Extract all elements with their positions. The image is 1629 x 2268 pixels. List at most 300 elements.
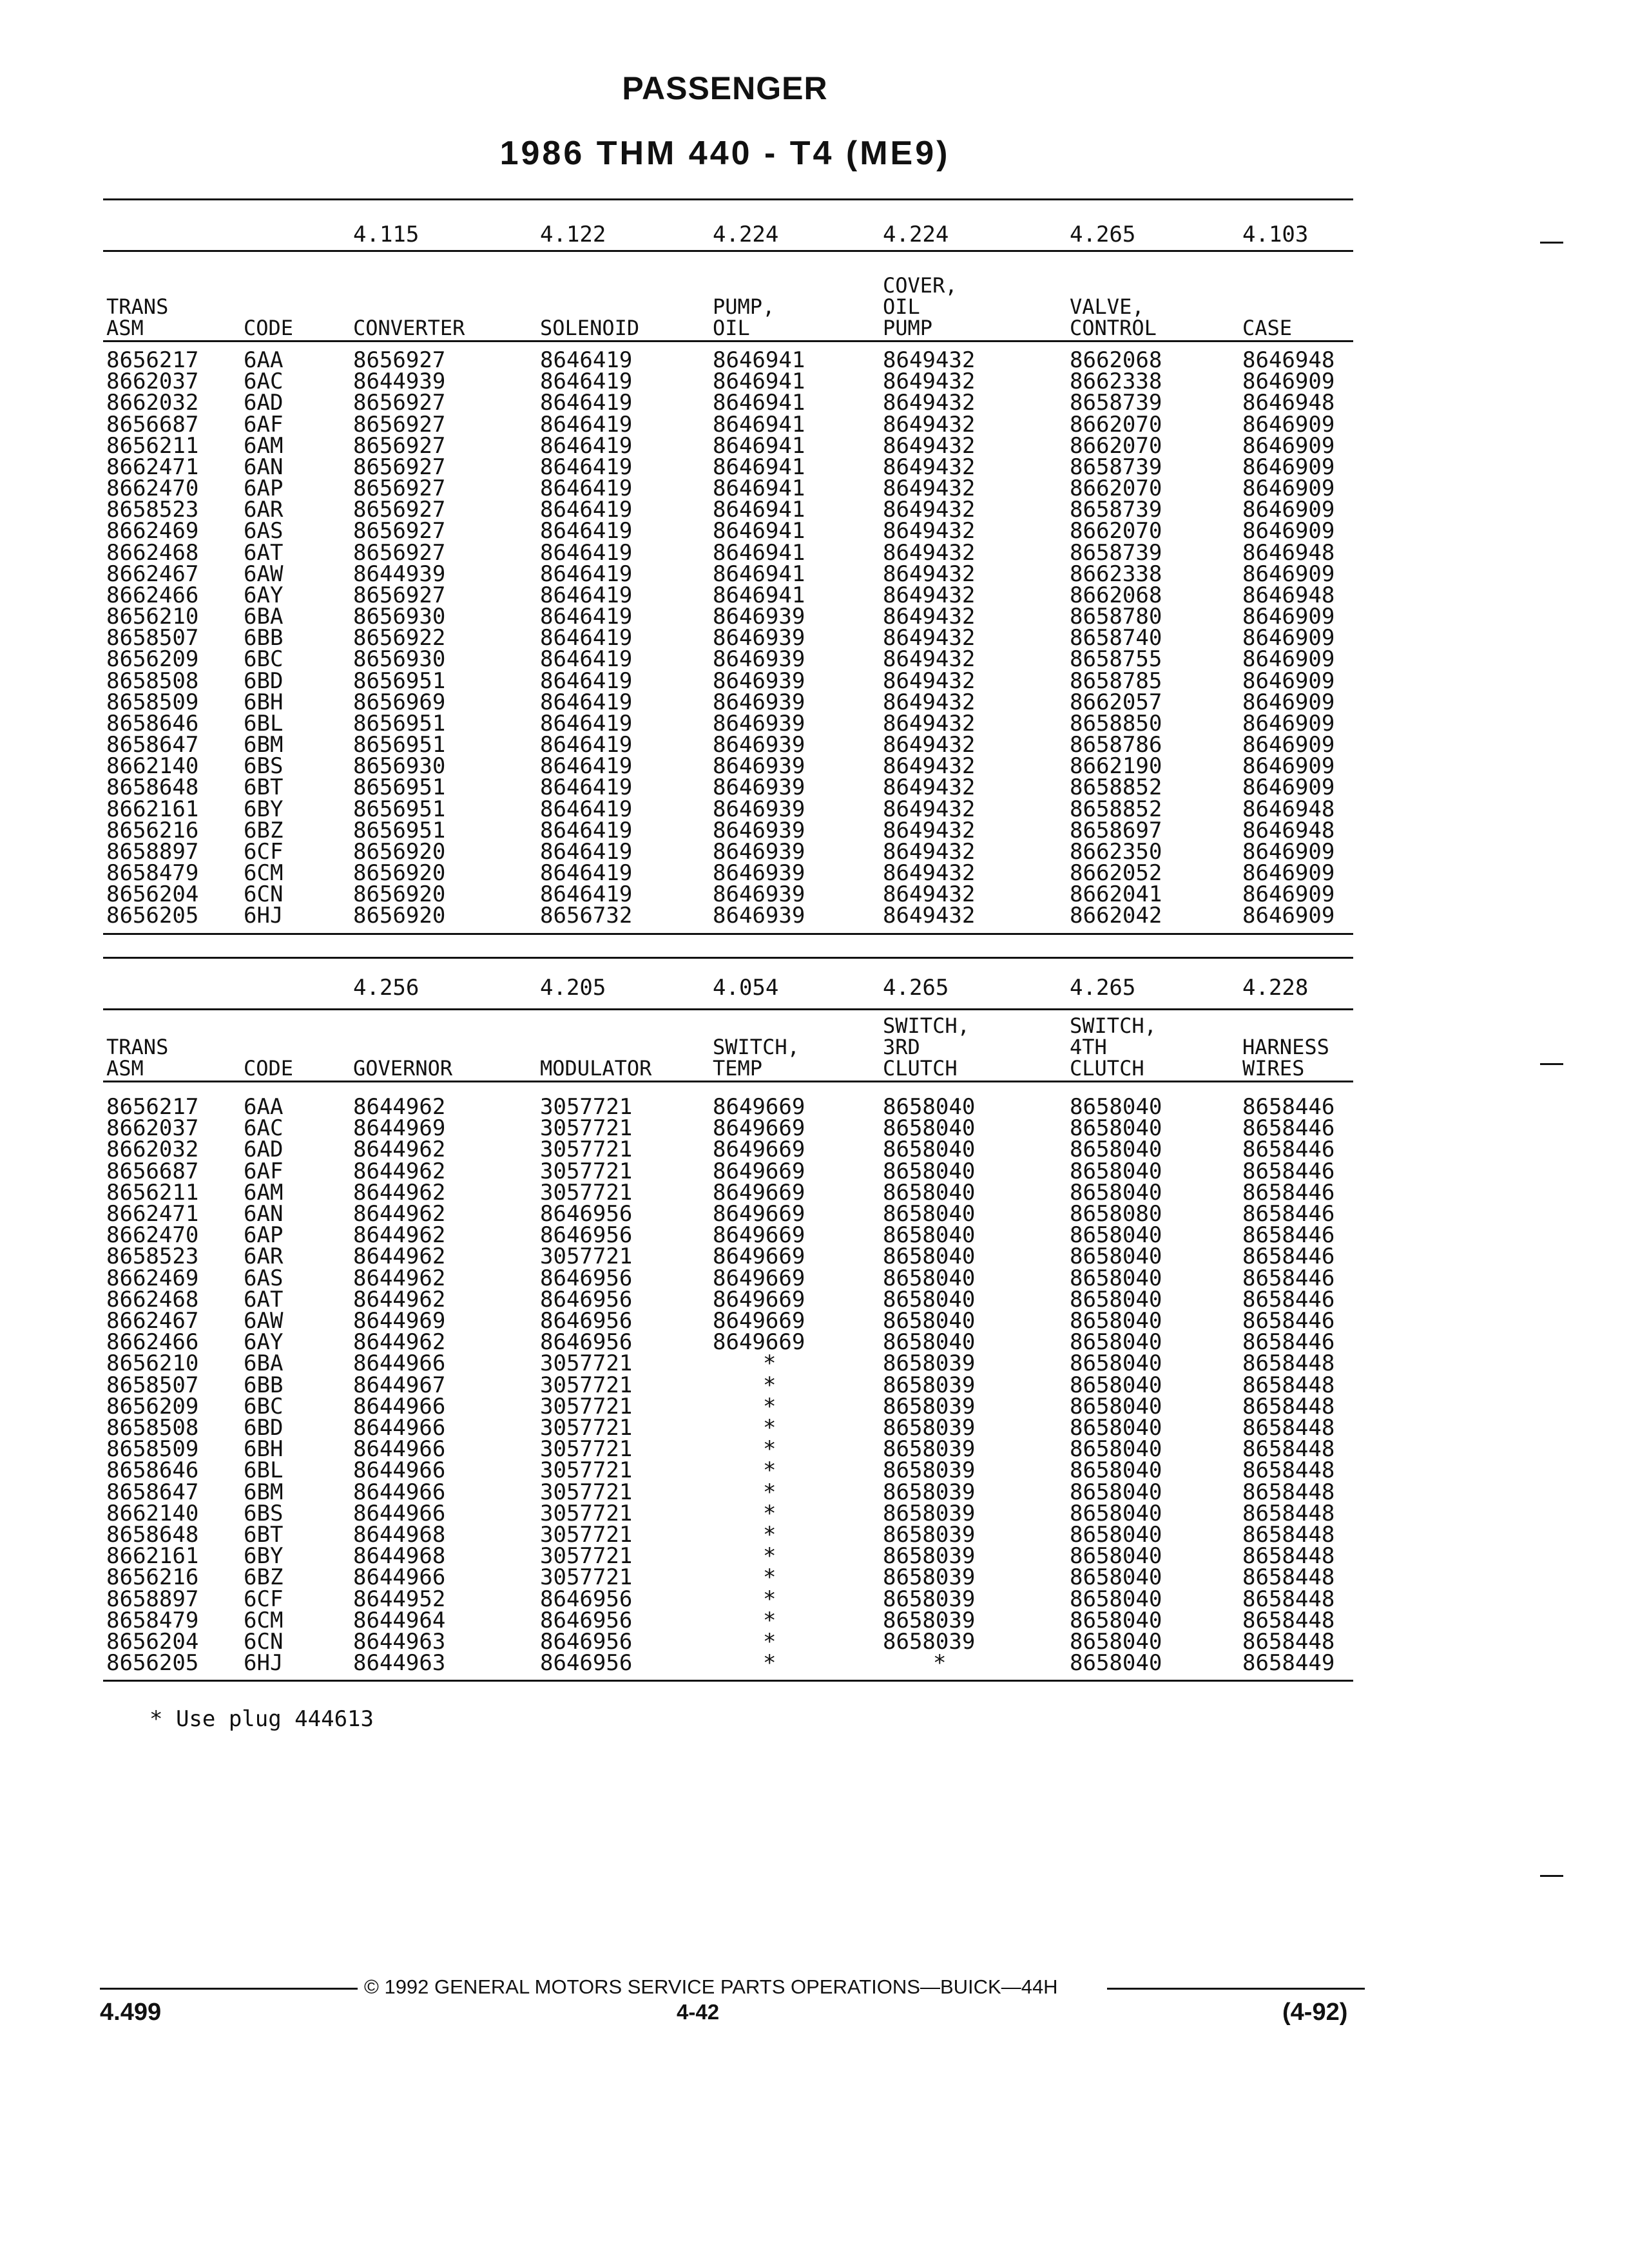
table-cell: 8646419: [540, 732, 633, 758]
table-cell: 3057721: [540, 1244, 633, 1270]
table-cell: 8658040: [883, 1179, 976, 1206]
table-cell: 8644952: [353, 1586, 446, 1612]
table-cell: 8658039: [883, 1415, 976, 1441]
table-cell: 8658448: [1242, 1629, 1335, 1655]
section-ref: 4.224: [883, 222, 949, 247]
table-cell: 8646956: [540, 1629, 633, 1655]
table-cell: 8662042: [1070, 903, 1162, 929]
table-cell: 8646909: [1242, 411, 1335, 437]
table-cell: 8658446: [1242, 1094, 1335, 1120]
column-header: CASE: [1242, 316, 1293, 340]
table-cell: 6BC: [244, 1393, 284, 1419]
table-cell: 8646419: [540, 390, 633, 416]
table-cell: 8658507: [106, 625, 199, 651]
table-cell: 8646419: [540, 625, 633, 651]
table-cell: 8644963: [353, 1650, 446, 1677]
table-cell: 8646939: [713, 625, 805, 651]
table-cell: 8644962: [353, 1158, 446, 1184]
table-cell: 8658449: [1242, 1650, 1335, 1677]
table-cell: 6AD: [244, 1137, 284, 1163]
table-cell: 8644963: [353, 1629, 446, 1655]
table-cell: 8662471: [106, 1201, 199, 1227]
table-cell: 8658040: [1070, 1179, 1162, 1206]
table-cell: 3057721: [540, 1158, 633, 1184]
table-cell: 3057721: [540, 1479, 633, 1505]
table-cell: 8658040: [1070, 1265, 1162, 1291]
table-cell: 6BZ: [244, 817, 284, 843]
table-cell: 8649432: [883, 817, 976, 843]
table-cell: 8646909: [1242, 497, 1335, 523]
table-cell: 8662052: [1070, 860, 1162, 887]
table-cell: 8658040: [883, 1158, 976, 1184]
table-cell: 8644939: [353, 561, 446, 587]
table-cell: 8662470: [106, 1222, 199, 1249]
column-header: CODE: [244, 316, 294, 340]
table-rule: [103, 340, 1353, 342]
table-cell: 8646419: [540, 860, 633, 887]
table-cell: 8656210: [106, 604, 199, 630]
table-rule: [103, 1081, 1353, 1082]
table-cell: 6AF: [244, 411, 284, 437]
table-cell: 8646948: [1242, 347, 1335, 373]
table-cell: 8646939: [713, 860, 805, 887]
table-cell: 8658507: [106, 1372, 199, 1398]
table-cell: 8658448: [1242, 1500, 1335, 1526]
table-cell: 8646939: [713, 753, 805, 780]
table-cell: 8658448: [1242, 1522, 1335, 1548]
table-cell: 8646419: [540, 582, 633, 608]
table-cell: 8656216: [106, 1564, 199, 1591]
table-cell: 6BL: [244, 710, 284, 736]
table-cell: 8646956: [540, 1222, 633, 1249]
table-cell: 3057721: [540, 1522, 633, 1548]
table-cell: 8644962: [353, 1094, 446, 1120]
table-cell: 8658040: [1070, 1607, 1162, 1633]
table-cell: *: [763, 1436, 776, 1463]
table-cell: 8649432: [883, 838, 976, 865]
table-cell: 8656922: [353, 625, 446, 651]
table-cell: 8646939: [713, 838, 805, 865]
table-cell: 8658040: [1070, 1436, 1162, 1463]
table-cell: 8658850: [1070, 710, 1162, 736]
section-ref: 4.265: [1070, 222, 1136, 247]
table-cell: 8658448: [1242, 1564, 1335, 1591]
table-cell: 8662190: [1070, 753, 1162, 780]
table-cell: 8658040: [1070, 1286, 1162, 1312]
table-cell: 8649432: [883, 411, 976, 437]
table-cell: 8656951: [353, 732, 446, 758]
table-cell: 8644962: [353, 1244, 446, 1270]
column-header: HARNESS WIRES: [1242, 1035, 1329, 1081]
table-cell: 6AR: [244, 497, 284, 523]
table-cell: 8649669: [713, 1179, 805, 1206]
table-cell: 8658448: [1242, 1607, 1335, 1633]
table-cell: 6HJ: [244, 903, 284, 929]
table-cell: 6AT: [244, 1286, 284, 1312]
section-ref: 4.103: [1242, 222, 1309, 247]
section-ref: 4.122: [540, 222, 606, 247]
parts-table-2: [103, 950, 1353, 1678]
margin-mark: [1540, 242, 1563, 244]
table-cell: 6BL: [244, 1457, 284, 1484]
table-cell: 8646939: [713, 732, 805, 758]
table-cell: 8649432: [883, 796, 976, 822]
table-cell: *: [763, 1629, 776, 1655]
table-cell: 8649432: [883, 881, 976, 908]
table-cell: 8658648: [106, 774, 199, 801]
table-cell: 8656687: [106, 1158, 199, 1184]
table-cell: 8646909: [1242, 732, 1335, 758]
table-cell: 8646939: [713, 903, 805, 929]
table-cell: 6AA: [244, 347, 284, 373]
table-cell: 8646419: [540, 518, 633, 544]
column-header: COVER, OIL PUMP: [883, 273, 958, 340]
table-cell: 8658040: [1070, 1158, 1162, 1184]
column-header: TRANS ASM: [106, 1035, 169, 1081]
table-cell: 6BA: [244, 1350, 284, 1377]
table-cell: 6AM: [244, 432, 284, 459]
table-cell: 8658739: [1070, 539, 1162, 566]
table-cell: 8658040: [883, 1244, 976, 1270]
table-cell: 8658040: [1070, 1308, 1162, 1334]
section-ref: 4.228: [1242, 975, 1309, 1001]
table-cell: 8656204: [106, 881, 199, 908]
table-cell: 8658040: [883, 1137, 976, 1163]
table-cell: 8649432: [883, 710, 976, 736]
table-cell: 8658446: [1242, 1115, 1335, 1142]
table-cell: 6AM: [244, 1179, 284, 1206]
table-cell: 8644964: [353, 1607, 446, 1633]
table-rule: [103, 933, 1353, 935]
table-cell: 8646419: [540, 561, 633, 587]
table-cell: 8646939: [713, 646, 805, 673]
table-cell: *: [763, 1650, 776, 1677]
column-header: GOVERNOR: [353, 1056, 453, 1081]
table-cell: 8662161: [106, 1543, 199, 1570]
table-cell: 8646419: [540, 710, 633, 736]
column-header: CONVERTER: [353, 316, 465, 340]
table-cell: 8646956: [540, 1308, 633, 1334]
table-cell: 8656969: [353, 689, 446, 715]
table-cell: 8658739: [1070, 390, 1162, 416]
table-cell: 8646909: [1242, 774, 1335, 801]
table-cell: 8658852: [1070, 796, 1162, 822]
table-cell: 8646419: [540, 432, 633, 459]
table-cell: 8646941: [713, 411, 805, 437]
table-cell: 8658647: [106, 732, 199, 758]
table-cell: 8646956: [540, 1201, 633, 1227]
table-cell: 6AD: [244, 390, 284, 416]
table-cell: 8658039: [883, 1372, 976, 1398]
table-cell: 8646909: [1242, 903, 1335, 929]
table-cell: 6AT: [244, 539, 284, 566]
table-cell: 8644968: [353, 1543, 446, 1570]
table-cell: 3057721: [540, 1500, 633, 1526]
table-cell: 8646956: [540, 1607, 633, 1633]
table-cell: 8646909: [1242, 432, 1335, 459]
table-cell: 8658508: [106, 1415, 199, 1441]
table-cell: 8656951: [353, 668, 446, 694]
table-cell: 6AR: [244, 1244, 284, 1270]
table-cell: 8658448: [1242, 1350, 1335, 1377]
table-cell: 6BY: [244, 1543, 284, 1570]
section-ref: 4.224: [713, 222, 779, 247]
table-cell: 8646419: [540, 668, 633, 694]
table-cell: 8649432: [883, 646, 976, 673]
table-cell: 8662057: [1070, 689, 1162, 715]
table-cell: 8658040: [1070, 1564, 1162, 1591]
section-ref: 4.205: [540, 975, 606, 1001]
table-cell: 8649432: [883, 432, 976, 459]
table-cell: 6BD: [244, 668, 284, 694]
table-cell: 6CN: [244, 881, 284, 908]
table-cell: 8646909: [1242, 753, 1335, 780]
table-cell: 8644962: [353, 1286, 446, 1312]
table-cell: 8649432: [883, 732, 976, 758]
table-cell: 8649669: [713, 1286, 805, 1312]
table-cell: *: [763, 1350, 776, 1377]
table-cell: 8644966: [353, 1500, 446, 1526]
table-cell: 8662466: [106, 1329, 199, 1356]
table-cell: 8662467: [106, 1308, 199, 1334]
table-cell: 6AS: [244, 518, 284, 544]
table-cell: 8644962: [353, 1137, 446, 1163]
table-cell: 8649432: [883, 497, 976, 523]
table-cell: 8656217: [106, 347, 199, 373]
column-header: SWITCH, TEMP: [713, 1035, 800, 1081]
table-cell: 8658786: [1070, 732, 1162, 758]
table-cell: 8646909: [1242, 689, 1335, 715]
table-cell: 8649669: [713, 1329, 805, 1356]
table-cell: 8656209: [106, 1393, 199, 1419]
table-cell: 8649432: [883, 753, 976, 780]
table-cell: 8658040: [1070, 1415, 1162, 1441]
column-header: SWITCH, 3RD CLUTCH: [883, 1014, 970, 1081]
table-cell: 6CF: [244, 1586, 284, 1612]
table-cell: 3057721: [540, 1543, 633, 1570]
table-cell: *: [763, 1393, 776, 1419]
table-cell: 8656920: [353, 838, 446, 865]
table-cell: 8656927: [353, 432, 446, 459]
page-subtitle: 1986 THM 440 - T4 (ME9): [499, 135, 950, 172]
table-cell: 8658446: [1242, 1158, 1335, 1184]
table-cell: *: [763, 1586, 776, 1612]
table-cell: 8646419: [540, 369, 633, 395]
table-cell: 3057721: [540, 1094, 633, 1120]
table-cell: 8646909: [1242, 625, 1335, 651]
table-cell: 8656204: [106, 1629, 199, 1655]
table-cell: 8658040: [1070, 1244, 1162, 1270]
table-cell: 8656205: [106, 903, 199, 929]
table-cell: 8658040: [883, 1329, 976, 1356]
table-cell: 8662041: [1070, 881, 1162, 908]
table-cell: 8644962: [353, 1329, 446, 1356]
table-cell: 3057721: [540, 1372, 633, 1398]
table-cell: 8658039: [883, 1586, 976, 1612]
table-cell: 8649432: [883, 369, 976, 395]
table-cell: 8656217: [106, 1094, 199, 1120]
table-cell: 6AY: [244, 1329, 284, 1356]
table-cell: 8656927: [353, 454, 446, 480]
table-cell: 8662032: [106, 390, 199, 416]
table-cell: 8656920: [353, 903, 446, 929]
table-cell: 8646419: [540, 881, 633, 908]
table-cell: 8658039: [883, 1500, 976, 1526]
table-cell: 8658040: [1070, 1372, 1162, 1398]
table-cell: 8646419: [540, 454, 633, 480]
parts-table-1: [103, 198, 1353, 952]
table-cell: 6CM: [244, 1607, 284, 1633]
table-cell: 8649669: [713, 1137, 805, 1163]
table-cell: 6HJ: [244, 1650, 284, 1677]
table-cell: 8649432: [883, 518, 976, 544]
table-cell: 8658523: [106, 1244, 199, 1270]
table-cell: 6BS: [244, 1500, 284, 1526]
table-cell: 6BA: [244, 604, 284, 630]
table-cell: 8644966: [353, 1350, 446, 1377]
table-cell: *: [763, 1500, 776, 1526]
table-cell: 8656930: [353, 753, 446, 780]
table-cell: 8646939: [713, 689, 805, 715]
table-cell: 8658040: [1070, 1500, 1162, 1526]
table-cell: *: [933, 1650, 947, 1677]
table-cell: 6BH: [244, 1436, 284, 1463]
column-header: VALVE, CONTROL: [1070, 294, 1157, 340]
table-cell: 8656687: [106, 411, 199, 437]
table-cell: 8662467: [106, 561, 199, 587]
table-cell: 8658780: [1070, 604, 1162, 630]
table-cell: 8649432: [883, 390, 976, 416]
table-cell: 8646939: [713, 668, 805, 694]
table-cell: 8649669: [713, 1244, 805, 1270]
table-cell: 8658509: [106, 1436, 199, 1463]
table-cell: 8644962: [353, 1201, 446, 1227]
table-cell: 6AC: [244, 369, 284, 395]
table-cell: 8644966: [353, 1436, 446, 1463]
table-cell: 8649432: [883, 774, 976, 801]
table-cell: 8656210: [106, 1350, 199, 1377]
table-cell: 8646909: [1242, 860, 1335, 887]
table-cell: 8656951: [353, 796, 446, 822]
table-cell: 6BM: [244, 732, 284, 758]
table-cell: 8656951: [353, 774, 446, 801]
table-cell: 8646909: [1242, 369, 1335, 395]
table-cell: 8658739: [1070, 454, 1162, 480]
table-cell: 8662470: [106, 476, 199, 502]
table-cell: 8644939: [353, 369, 446, 395]
table-cell: 8658646: [106, 710, 199, 736]
table-cell: 8646939: [713, 774, 805, 801]
table-cell: 8656211: [106, 432, 199, 459]
table-cell: 8658697: [1070, 817, 1162, 843]
table-cell: 6AS: [244, 1265, 284, 1291]
table-cell: 8646941: [713, 347, 805, 373]
table-cell: 8646909: [1242, 604, 1335, 630]
footer-copyright: © 1992 GENERAL MOTORS SERVICE PARTS OPERATIONS—BUICK—44H: [364, 1975, 1058, 1998]
table-cell: 6AW: [244, 1308, 284, 1334]
table-cell: 8646941: [713, 497, 805, 523]
table-cell: 8649432: [883, 582, 976, 608]
table-cell: 8646941: [713, 369, 805, 395]
table-cell: 8658508: [106, 668, 199, 694]
table-cell: 3057721: [540, 1115, 633, 1142]
table-cell: *: [763, 1564, 776, 1591]
table-cell: 6BM: [244, 1479, 284, 1505]
table-cell: *: [763, 1607, 776, 1633]
table-cell: 8646956: [540, 1650, 633, 1677]
table-cell: 6CN: [244, 1629, 284, 1655]
table-cell: 8649669: [713, 1265, 805, 1291]
table-cell: 8656732: [540, 903, 633, 929]
table-cell: 8658040: [1070, 1650, 1162, 1677]
table-cell: 8658448: [1242, 1457, 1335, 1484]
table-cell: 8656927: [353, 518, 446, 544]
table-cell: 8658479: [106, 860, 199, 887]
table-cell: 8656930: [353, 604, 446, 630]
table-cell: 8658040: [1070, 1629, 1162, 1655]
table-rule: [103, 1680, 1353, 1682]
table-cell: 8649669: [713, 1222, 805, 1249]
table-cell: 8662161: [106, 796, 199, 822]
table-cell: 8658446: [1242, 1137, 1335, 1163]
table-cell: 6BY: [244, 796, 284, 822]
table-cell: 8658509: [106, 689, 199, 715]
table-cell: 8658040: [883, 1115, 976, 1142]
margin-mark: [1540, 1063, 1563, 1065]
table-cell: 8656205: [106, 1650, 199, 1677]
table-cell: 8658039: [883, 1543, 976, 1570]
table-cell: 8658039: [883, 1564, 976, 1591]
table-cell: 8646948: [1242, 817, 1335, 843]
table-cell: 8649432: [883, 860, 976, 887]
table-cell: 8658448: [1242, 1372, 1335, 1398]
table-cell: 8646909: [1242, 646, 1335, 673]
table-cell: 8646939: [713, 710, 805, 736]
table-cell: 8658040: [883, 1265, 976, 1291]
table-cell: 6AF: [244, 1158, 284, 1184]
table-cell: 8658448: [1242, 1393, 1335, 1419]
table-cell: 8649432: [883, 347, 976, 373]
table-cell: 8649432: [883, 539, 976, 566]
table-cell: 8649432: [883, 476, 976, 502]
table-cell: 8646939: [713, 881, 805, 908]
table-cell: 8649432: [883, 903, 976, 929]
table-cell: 8662468: [106, 1286, 199, 1312]
table-cell: 3057721: [540, 1564, 633, 1591]
table-cell: 8656927: [353, 347, 446, 373]
table-cell: 6BB: [244, 625, 284, 651]
table-cell: 8658040: [1070, 1329, 1162, 1356]
table-cell: 8656927: [353, 497, 446, 523]
table-cell: 8658039: [883, 1350, 976, 1377]
table-cell: 8646956: [540, 1286, 633, 1312]
column-header: CODE: [244, 1056, 294, 1081]
table-cell: 8646948: [1242, 539, 1335, 566]
section-ref: 4.115: [353, 222, 419, 247]
table-cell: 8649669: [713, 1201, 805, 1227]
table-cell: 8658852: [1070, 774, 1162, 801]
table-cell: 8644969: [353, 1115, 446, 1142]
table-cell: 8644966: [353, 1479, 446, 1505]
table-cell: 8662466: [106, 582, 199, 608]
table-cell: 3057721: [540, 1350, 633, 1377]
table-cell: 8646948: [1242, 390, 1335, 416]
table-cell: 8646948: [1242, 582, 1335, 608]
table-cell: 3057721: [540, 1393, 633, 1419]
table-cell: 8646419: [540, 604, 633, 630]
table-cell: 3057721: [540, 1436, 633, 1463]
margin-mark: [1540, 1875, 1563, 1877]
